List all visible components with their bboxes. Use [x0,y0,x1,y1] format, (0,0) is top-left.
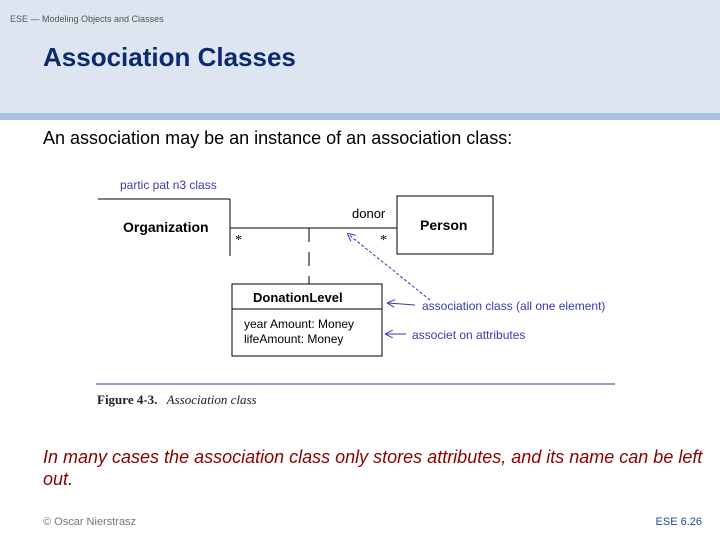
organization-class-name: Organization [123,219,209,235]
intro-text: An association may be an instance of an association class: [43,128,513,148]
footer-page-number: ESE 6.26 [655,516,702,528]
attribute-life-amount: lifeAmount: Money [244,332,344,346]
course-label: ESE — Modeling Objects and Classes [10,14,164,24]
footer-author: © Oscar Nierstrasz [43,516,137,528]
header-rule [0,113,720,120]
person-class-name: Person [420,217,468,233]
figure-title: Association class [166,392,257,407]
multiplicity-right: * [380,233,387,248]
uml-diagram [90,172,630,412]
slide-title: Association Classes [43,42,296,72]
figure-number: Figure 4-3. [97,392,158,407]
association-class-annotation: association class (all one element) [422,299,606,313]
association-attributes-annotation: associet on attributes [412,328,526,342]
role-name-donor: donor [352,206,386,221]
association-class-pointer-to-box [388,303,415,305]
participating-class-annotation: partic pat n3 class [120,178,217,192]
closing-text: In many cases the association class only stores attributes, and its name can be left out. [43,447,703,489]
association-class-name: DonationLevel [253,290,343,305]
multiplicity-left: * [235,233,242,248]
figure-caption [97,392,257,407]
attribute-year-amount: year Amount: Money [244,317,355,331]
